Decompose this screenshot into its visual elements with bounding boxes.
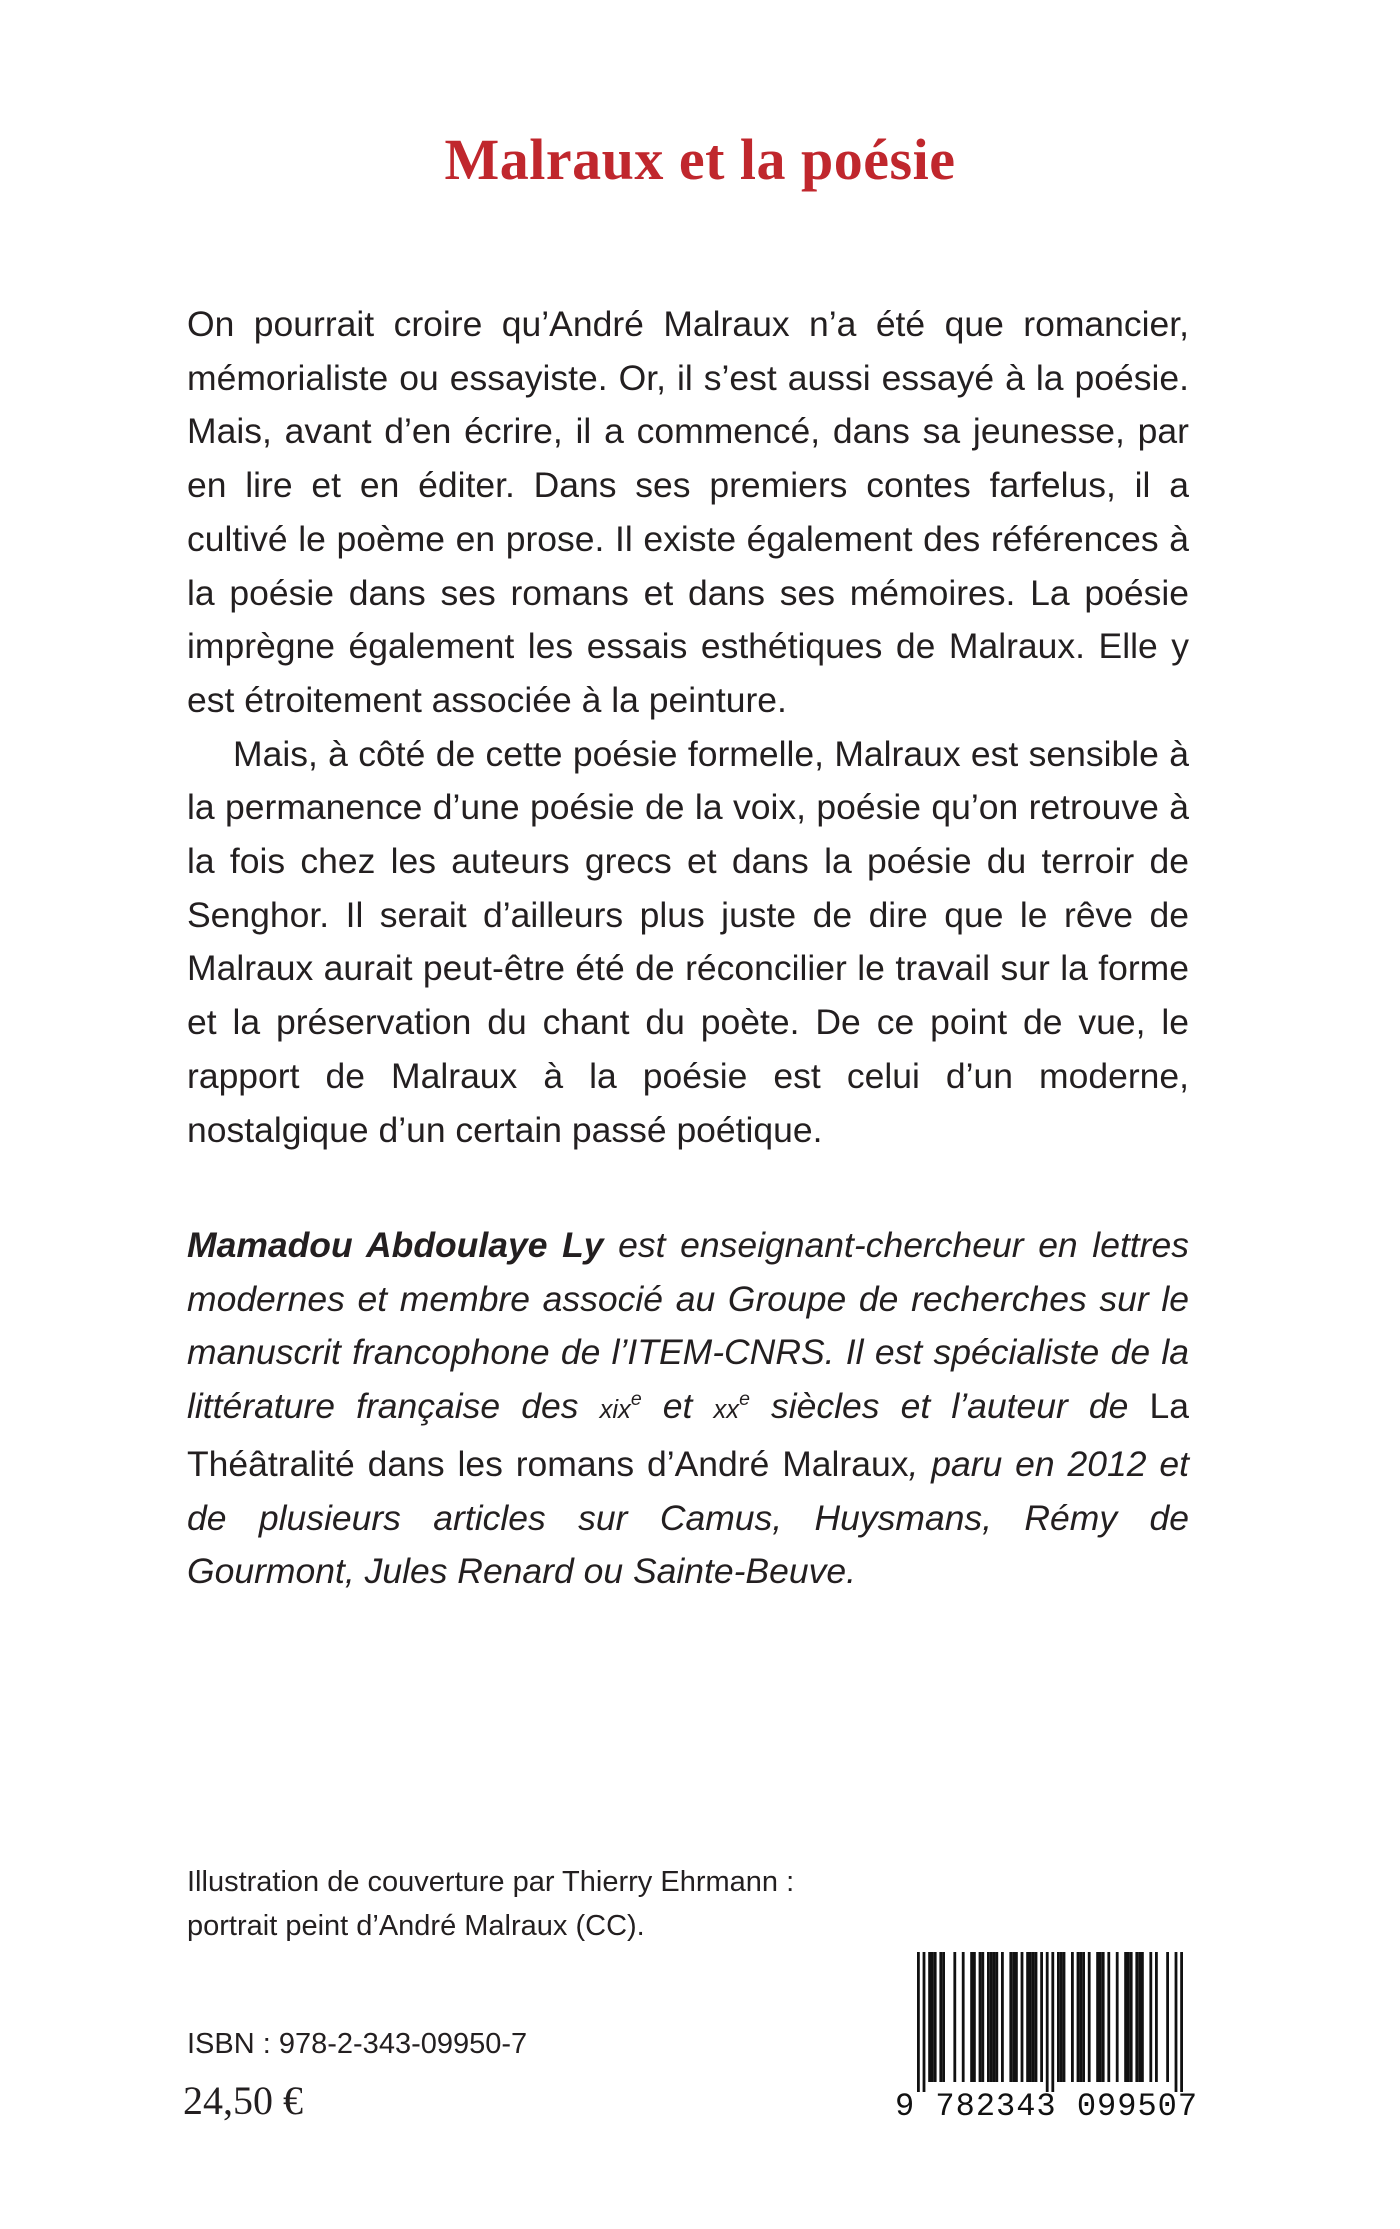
isbn: ISBN : 978-2-343-09950-7 (187, 2028, 528, 2060)
barcode-bar (1012, 1952, 1015, 2082)
book-title: Malraux et la poésie (444, 127, 956, 192)
century-19-sup: e (630, 1388, 642, 1411)
barcode-bar (981, 1952, 984, 2082)
barcode-bar (1130, 1952, 1133, 2082)
barcode-bar (917, 1952, 920, 2092)
barcode-bar (993, 1952, 996, 2082)
book-summary (187, 298, 1189, 1157)
barcode-bar (1009, 1952, 1012, 2082)
credit-line-1: Illustration de couverture par Thierry Ehrmann : (187, 1866, 795, 1898)
barcode-bar (1026, 1952, 1029, 2082)
barcode-bar (1029, 1952, 1032, 2082)
cover-illustration-credit (187, 1860, 987, 1948)
barcode-bar (934, 1952, 937, 2082)
previous-book-title: La Théâtralité dans les romans d’André Malraux (187, 1386, 1189, 1484)
barcode-bar (1079, 1952, 1082, 2082)
barcode-bar (987, 1952, 990, 2082)
barcode-bar (1082, 1952, 1085, 2082)
bio-text-3: siècles et l’auteur de (749, 1386, 1150, 1427)
barcode-bar (1063, 1952, 1066, 2082)
barcode-bar (939, 1952, 942, 2082)
barcode-bar (1102, 1952, 1105, 2082)
century-19: xix (599, 1396, 631, 1425)
century-20: xx (713, 1396, 740, 1425)
barcode-bar (973, 1952, 976, 2082)
barcode-bar (1149, 1952, 1152, 2082)
barcode-bar (1138, 1952, 1141, 2082)
barcode-bar (1155, 1952, 1158, 2082)
barcode-bar (1116, 1952, 1119, 2082)
barcode-bar (962, 1952, 965, 2082)
barcode-bar (1057, 1952, 1060, 2082)
barcode-bar (1060, 1952, 1063, 2082)
credit-line-2: portrait peint d’André Malraux (CC). (187, 1910, 645, 1942)
barcode-bar (1021, 1952, 1024, 2082)
barcode-bar (931, 1952, 934, 2082)
barcode-bar (928, 1952, 931, 2082)
bio-text-2: et (641, 1386, 714, 1427)
barcode-bar (1141, 1952, 1144, 2082)
barcode-bar (990, 1952, 993, 2082)
barcode-bar (1166, 1952, 1169, 2082)
barcode-bar (1015, 1952, 1018, 2082)
barcode-bar (1124, 1952, 1127, 2082)
barcode-bar (1051, 1952, 1054, 2092)
summary-paragraph-2: Mais, à côté de cette poésie formelle, Malraux est sensible à la permanence d’une poésie de la voix, poésie qu’on retrouve à la fois chez les auteurs grecs et dans la poésie du terroir de Senghor. Il serait d’ailleurs plus juste de dire que le rêve de Malraux aurait peut-être été de réconcilier le travail sur la forme et la préservation du chant du poète. De ce point de vue, le rapport de Malraux à la poésie est celui d’un moderne, nostalgique d’un certain passé poétique. (187, 733, 1189, 1150)
barcode-bar (923, 1952, 926, 2092)
barcode-bar (995, 1952, 998, 2082)
bio-text-1: est enseignant-chercheur en lettres modernes et membre associé au Groupe de recherches sur le manuscrit francophone de l’ITEM-CNRS. Il est spécialiste de la littérature française des (187, 1225, 1189, 1427)
barcode-bar (1001, 1952, 1004, 2082)
barcode-bar (1032, 1952, 1035, 2082)
summary-paragraph-1: On pourrait croire qu’André Malraux n’a été que romancier, mémorialiste ou essayiste. Or, il s’est aussi essayé à la poésie. Mais, avant d’en écrire, il a commencé, dans sa jeunesse, par en lire et en éditer. Dans ses premiers contes farfelus, il a cultivé le poème en prose. Il existe également des références à la poésie dans ses romans et dans ses mémoires. La poésie imprègne également les essais esthétiques de Malraux. Elle y est étroitement associée à la peinture. (187, 304, 1189, 720)
barcode-bar (979, 1952, 982, 2082)
barcode-bar (1046, 1952, 1049, 2092)
barcode-bar (1077, 1952, 1080, 2082)
barcode-bar (1127, 1952, 1130, 2082)
barcode-bar (1099, 1952, 1102, 2082)
barcode-bars (895, 1952, 1205, 2092)
barcode-bar (1071, 1952, 1074, 2082)
century-20-sup: e (739, 1388, 750, 1411)
barcode-bar (1035, 1952, 1038, 2082)
bio-text-4: , paru en 2012 et de plusieurs articles sur Camus, Huysmans, Rémy de Gourmont, Jules Renard ou Sainte-Beuve. (187, 1443, 1189, 1592)
barcode-bar (1135, 1952, 1138, 2082)
author-first-names: Mamadou Abdoulaye (187, 1225, 548, 1265)
barcode-bar (942, 1952, 945, 2082)
barcode-bar (1175, 1952, 1178, 2092)
barcode-bar (1088, 1952, 1091, 2082)
barcode-bar (1180, 1952, 1183, 2092)
barcode-bar (1040, 1952, 1043, 2082)
author-surname: Ly (562, 1225, 604, 1265)
barcode-bar (970, 1952, 973, 2082)
barcode-digits: 9 782343 099507 (895, 2088, 1199, 2125)
barcode (895, 1952, 1205, 2132)
barcode-bar (1107, 1952, 1110, 2082)
author-bio-paragraph (187, 1219, 1189, 1599)
barcode-bar (1096, 1952, 1099, 2082)
price: 24,50 € (183, 2078, 303, 2123)
barcode-bar (953, 1952, 956, 2082)
author-bio (187, 1219, 1189, 1599)
author-name (187, 1225, 604, 1265)
